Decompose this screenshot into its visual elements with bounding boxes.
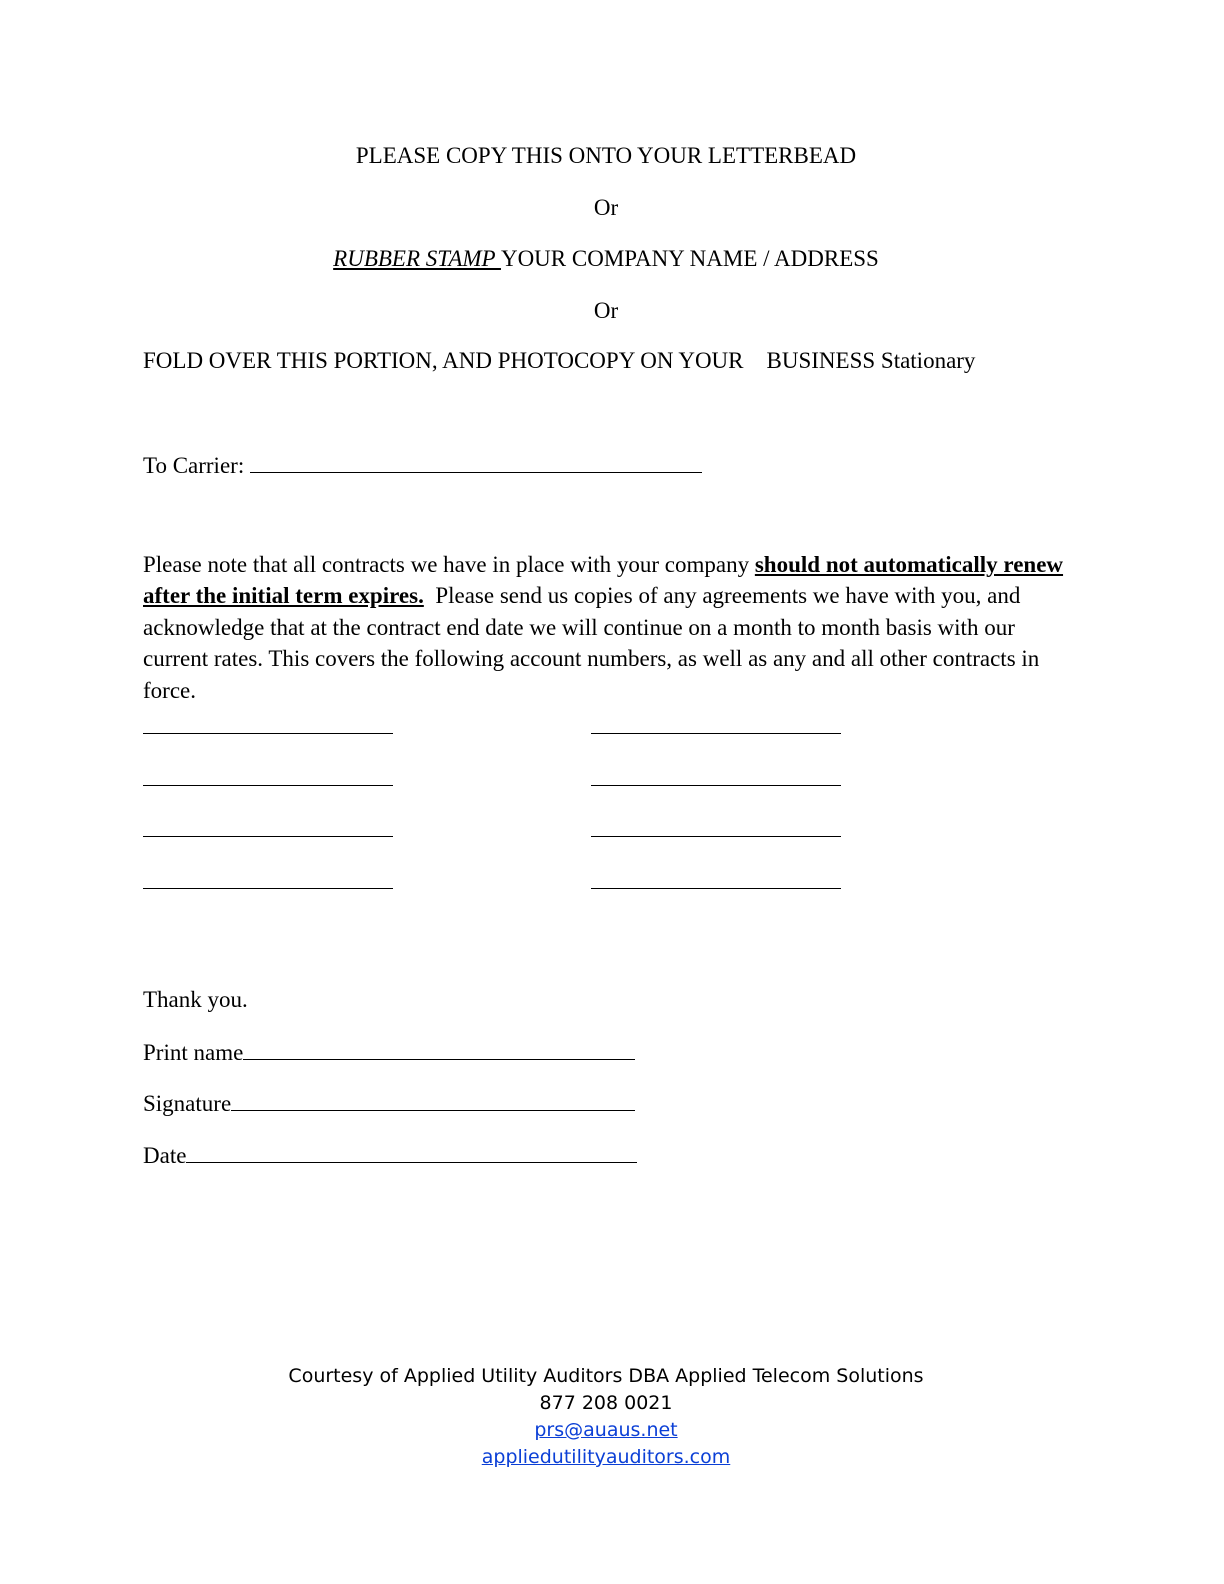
account-blank-6[interactable]	[591, 836, 841, 837]
signature-line	[143, 1088, 635, 1118]
body-bold-text: should not automatically renew after the initial term expires.	[143, 552, 1064, 609]
or-separator-1: Or	[593, 195, 619, 220]
email-link[interactable]: prs@auaus.net	[534, 1419, 678, 1441]
account-blank-3[interactable]	[143, 785, 393, 786]
date-blank[interactable]	[186, 1140, 637, 1163]
footer	[0, 1363, 1212, 1471]
carrier-blank[interactable]	[250, 450, 702, 473]
account-blank-8[interactable]	[591, 888, 841, 889]
signature-label: Signature	[143, 1091, 232, 1116]
print-name-line	[143, 1037, 635, 1067]
print-name-blank[interactable]	[243, 1037, 635, 1060]
to-carrier-line	[143, 450, 702, 480]
rubber-stamp-instruction	[0, 245, 1212, 273]
body-text-end: Please send us copies of any agreements we have with you, and acknowledge that at the contract end date we will continue on a month to month basis with our current rates. This covers the following account numbers, as well as any and all other contracts in force.	[143, 583, 1046, 703]
account-blank-5[interactable]	[143, 836, 393, 837]
copy-instruction: PLEASE COPY THIS ONTO YOUR LETTERBEAD	[355, 143, 857, 168]
account-blank-1[interactable]	[143, 733, 393, 734]
thank-you: Thank you.	[143, 987, 248, 1012]
signature-blank[interactable]	[231, 1088, 635, 1111]
website-link[interactable]: appliedutilityauditors.com	[481, 1446, 731, 1468]
print-name-label: Print name	[143, 1040, 244, 1065]
date-label: Date	[143, 1143, 187, 1168]
phone-number: 877 208 0021	[539, 1392, 673, 1414]
body-text-start: Please note that all contracts we have in place with your company	[143, 552, 755, 577]
account-blank-7[interactable]	[143, 888, 393, 889]
account-blank-4[interactable]	[591, 785, 841, 786]
company-name-address-label: YOUR COMPANY NAME / ADDRESS	[500, 246, 879, 271]
fold-instruction: FOLD OVER THIS PORTION, AND PHOTOCOPY ON YOUR BUSINESS Stationary	[143, 348, 976, 373]
body-paragraph	[143, 549, 1073, 706]
or-separator-2: Or	[593, 298, 619, 323]
rubber-stamp-label: RUBBER STAMP	[333, 246, 501, 271]
account-blank-2[interactable]	[591, 733, 841, 734]
date-line	[143, 1140, 637, 1170]
to-carrier-label: To Carrier:	[143, 453, 250, 478]
courtesy-text: Courtesy of Applied Utility Auditors DBA Applied Telecom Solutions	[288, 1365, 924, 1387]
